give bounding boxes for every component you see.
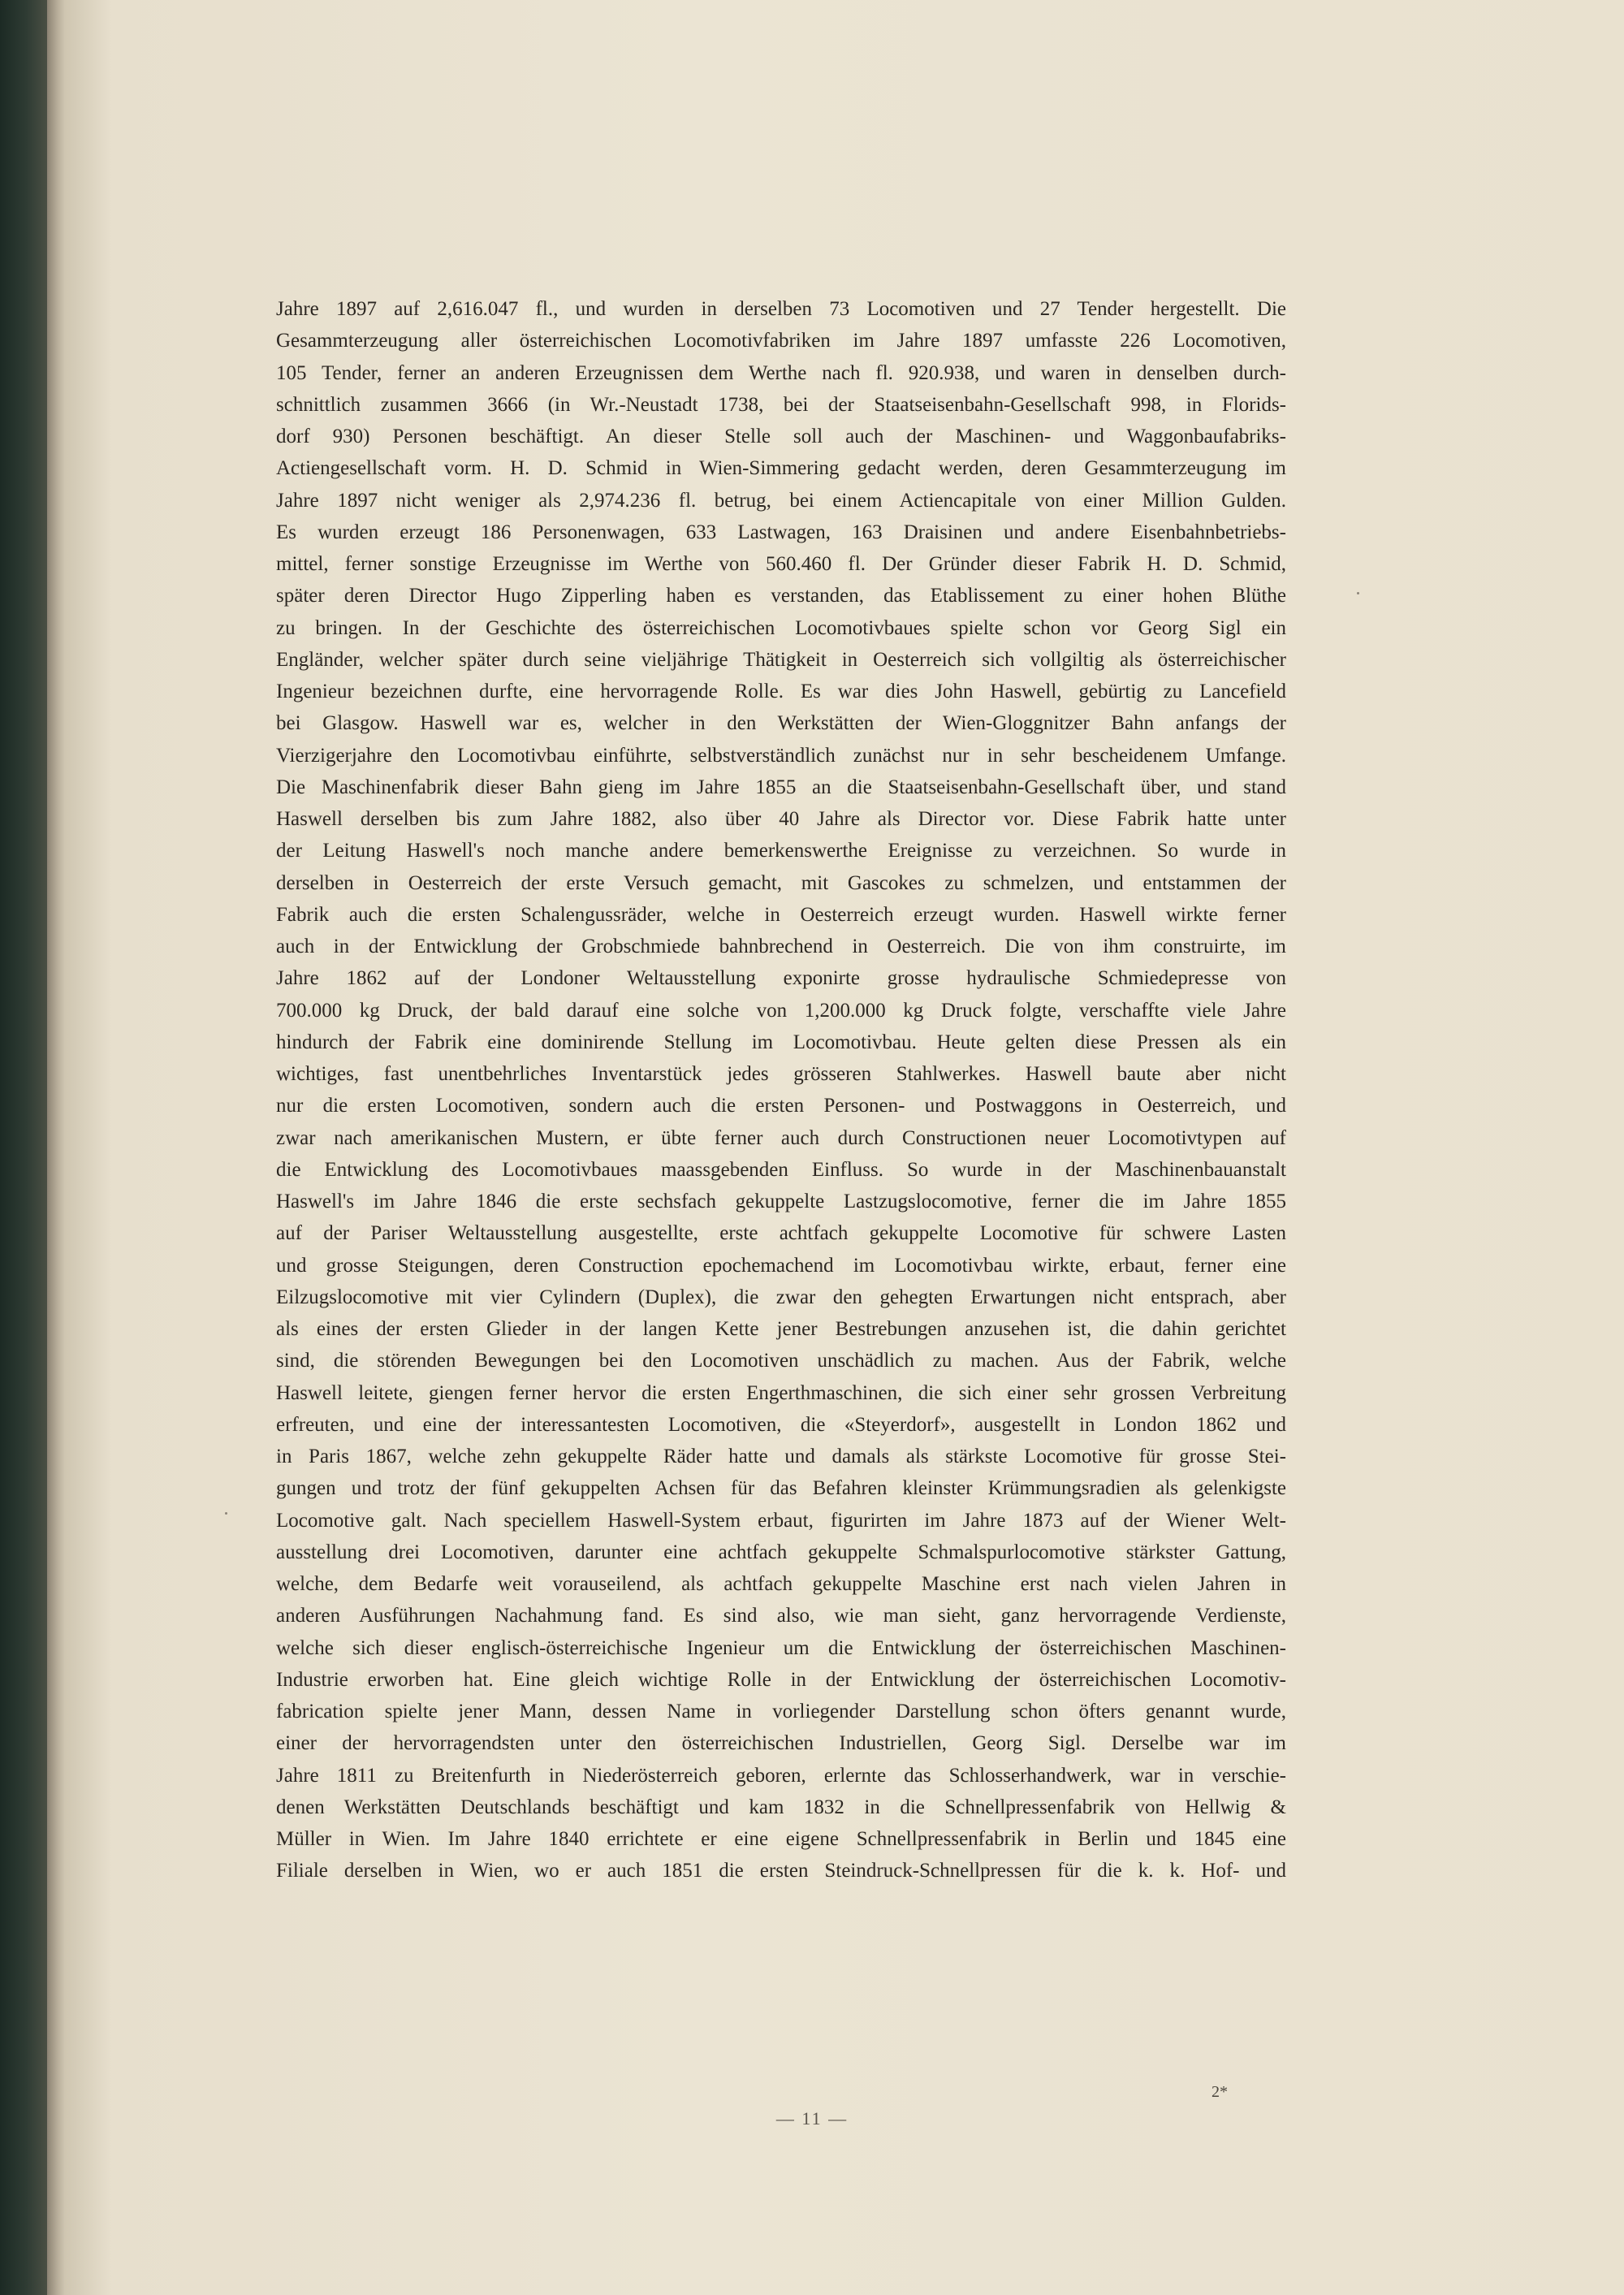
text-line: Fabrik auch die ersten Schalengussräder, welche in Oesterreich erzeugt wurden. Haswell wirkte ferner <box>276 903 1286 926</box>
text-line: Filiale derselben in Wien, wo er auch 1851 die ersten Steindruck-Schnellpressen für die k. k. Hof- und <box>276 1860 1286 1882</box>
text-line: dorf 930) Personen beschäftigt. An dieser Stelle soll auch der Maschinen- und Waggonbaufabriks- <box>276 426 1286 447</box>
text-line: Locomotive galt. Nach speciellem Haswell-System erbaut, figurirten im Jahre 1873 auf der Wiener Welt- <box>276 1509 1286 1532</box>
page-number: — 11 — <box>775 2108 849 2129</box>
text-line: Vierzigerjahre den Locomotivbau einführte, selbstverständlich zunächst nur in sehr bescheidenem Umfange. <box>276 744 1286 767</box>
text-line: Jahre 1897 auf 2,616.047 fl., und wurden in derselben 73 Locomotiven und 27 Tender hergestellt. Die <box>276 298 1286 320</box>
text-line: erfreuten, und eine der interessantesten Locomotiven, die «Steyerdorf», ausgestellt in London 1862 und <box>276 1413 1286 1436</box>
text-line: zwar nach amerikanischen Mustern, er übte ferner auch durch Constructionen neuer Locomotivtypen auf <box>276 1126 1286 1149</box>
text-line: nur die ersten Locomotiven, sondern auch die ersten Personen- und Postwaggons in Oesterreich, und <box>276 1095 1286 1117</box>
text-line: wichtiges, fast unentbehrliches Inventarstück jedes grösseren Stahlwerkes. Haswell baute aber nicht <box>276 1063 1286 1085</box>
text-line: derselben in Oesterreich der erste Versuch gemacht, mit Gascokes zu schmelzen, und entstammen der <box>276 871 1286 894</box>
text-line: Engländer, welcher später durch seine vieljährige Thätigkeit in Oesterreich sich vollgiltig als österreichischer <box>276 648 1286 671</box>
text-line: welche, dem Bedarfe weit vorauseilend, als achtfach gekuppelte Maschine erst nach vielen Jahren in <box>276 1573 1286 1595</box>
paper-speck <box>225 1512 227 1515</box>
text-line: fabrication spielte jener Mann, dessen Name in vorliegender Darstellung schon öfters genannt wurde, <box>276 1701 1286 1722</box>
paper-speck <box>1357 592 1359 594</box>
text-line: Eilzugslocomotive mit vier Cylindern (Duplex), die zwar den gehegten Erwartungen nicht entsprach, aber <box>276 1286 1286 1308</box>
text-line: denen Werkstätten Deutschlands beschäftigt und kam 1832 in die Schnellpressenfabrik von Hellwig & <box>276 1796 1286 1818</box>
signature-mark: 2* <box>1212 2083 1228 2101</box>
text-line: Jahre 1811 zu Breitenfurth in Niederösterreich geboren, erlernte das Schlosserhandwerk, war in verschie- <box>276 1764 1286 1787</box>
text-line: in Paris 1867, welche zehn gekuppelte Räder hatte und damals als stärkste Locomotive für grosse Stei- <box>276 1446 1286 1467</box>
text-line: Industrie erworben hat. Eine gleich wichtige Rolle in der Entwicklung der österreichischen Locomotiv- <box>276 1668 1286 1691</box>
text-line: ausstellung drei Locomotiven, darunter eine achtfach gekuppelte Schmalspurlocomotive stärkster Gattung, <box>276 1541 1286 1563</box>
book-binding-edge <box>47 0 65 2295</box>
text-line: Haswell derselben bis zum Jahre 1882, also über 40 Jahre als Director vor. Diese Fabrik hatte unter <box>276 808 1286 830</box>
text-line: Haswell's im Jahre 1846 die erste sechsfach gekuppelte Lastzugslocomotive, ferner die im Jahre 1855 <box>276 1191 1286 1212</box>
text-line: später deren Director Hugo Zipperling haben es verstanden, das Etablissement zu einer hohen Blüthe <box>276 585 1286 607</box>
text-line: auch in der Entwicklung der Grobschmiede bahnbrechend in Oesterreich. Die von ihm construirte, im <box>276 936 1286 957</box>
text-line: einer der hervorragendsten unter den österreichischen Industriellen, Georg Sigl. Derselbe war im <box>276 1732 1286 1755</box>
text-line: anderen Ausführungen Nachahmung fand. Es sind also, wie man sieht, ganz hervorragende Verdienste, <box>276 1605 1286 1627</box>
text-line: Jahre 1897 nicht weniger als 2,974.236 fl. betrug, bei einem Actiencapitale von einer Million Gulden. <box>276 489 1286 512</box>
text-line: hindurch der Fabrik eine dominirende Stellung im Locomotivbau. Heute gelten diese Pressen als ein <box>276 1031 1286 1053</box>
text-line: 700.000 kg Druck, der bald darauf eine solche von 1,200.000 kg Druck folgte, verschaffte viele Jahre <box>276 999 1286 1022</box>
text-line: Müller in Wien. Im Jahre 1840 errichtete er eine eigene Schnellpressenfabrik in Berlin und 1845 eine <box>276 1828 1286 1850</box>
text-line: auf der Pariser Weltausstellung ausgestellte, erste achtfach gekuppelte Locomotive für schwere Lasten <box>276 1222 1286 1245</box>
text-line: gungen und trotz der fünf gekuppelten Achsen für das Befahren kleinster Krümmungsradien als gelenkigste <box>276 1477 1286 1500</box>
text-line: zu bringen. In der Geschichte des österreichischen Locomotivbaues spielte schon vor Georg Sigl ein <box>276 616 1286 639</box>
text-line: als eines der ersten Glieder in der langen Kette jener Bestrebungen anzusehen ist, die dahin gerichtet <box>276 1318 1286 1340</box>
text-line: der Leitung Haswell's noch manche andere bemerkenswerthe Ereignisse zu verzeichnen. So wurde in <box>276 840 1286 862</box>
text-line: bei Glasgow. Haswell war es, welcher in den Werkstätten der Wien-Gloggnitzer Bahn anfangs der <box>276 712 1286 735</box>
text-line: 105 Tender, ferner an anderen Erzeugnissen dem Werthe nach fl. 920.938, und waren in denselben durch- <box>276 361 1286 384</box>
text-line: Es wurden erzeugt 186 Personenwagen, 633 Lastwagen, 163 Draisinen und andere Eisenbahnbetriebs- <box>276 521 1286 543</box>
text-line: Jahre 1862 auf der Londoner Weltausstellung exponirte grosse hydraulische Schmiedepresse von <box>276 967 1286 990</box>
text-line: Die Maschinenfabrik dieser Bahn gieng im Jahre 1855 an die Staatseisenbahn-Gesellschaft über, und stand <box>276 776 1286 798</box>
book-binding-dark <box>0 0 47 2295</box>
text-line: Haswell leitete, giengen ferner hervor die ersten Engerthmaschinen, die sich einer sehr grossen Verbreitung <box>276 1381 1286 1404</box>
text-line: mittel, ferner sonstige Erzeugnisse im Werthe von 560.460 fl. Der Gründer dieser Fabrik H. D. Schmid, <box>276 553 1286 575</box>
text-line: Gesammterzeugung aller österreichischen Locomotivfabriken im Jahre 1897 umfasste 226 Locomotiven, <box>276 330 1286 352</box>
text-line: sind, die störenden Bewegungen bei den Locomotiven unschädlich zu machen. Aus der Fabrik, welche <box>276 1350 1286 1372</box>
text-line: und grosse Steigungen, deren Construction epochemachend im Locomotivbau wirkte, erbaut, ferner eine <box>276 1254 1286 1277</box>
text-line: schnittlich zusammen 3666 (in Wr.-Neustadt 1738, bei der Staatseisenbahn-Gesellschaft 998, in Florids- <box>276 393 1286 416</box>
text-line: die Entwicklung des Locomotivbaues maassgebenden Einfluss. So wurde in der Maschinenbauanstalt <box>276 1158 1286 1181</box>
text-line: Actiengesellschaft vorm. H. D. Schmid in Wien-Simmering gedacht werden, deren Gesammterzeugung im <box>276 457 1286 480</box>
text-line: Ingenieur bezeichnen durfte, eine hervorragende Rolle. Es war dies John Haswell, gebürtig zu Lancefield <box>276 681 1286 702</box>
body-text <box>276 293 1286 1887</box>
text-line: welche sich dieser englisch-österreichische Ingenieur um die Entwicklung der österreichischen Maschinen- <box>276 1636 1286 1659</box>
